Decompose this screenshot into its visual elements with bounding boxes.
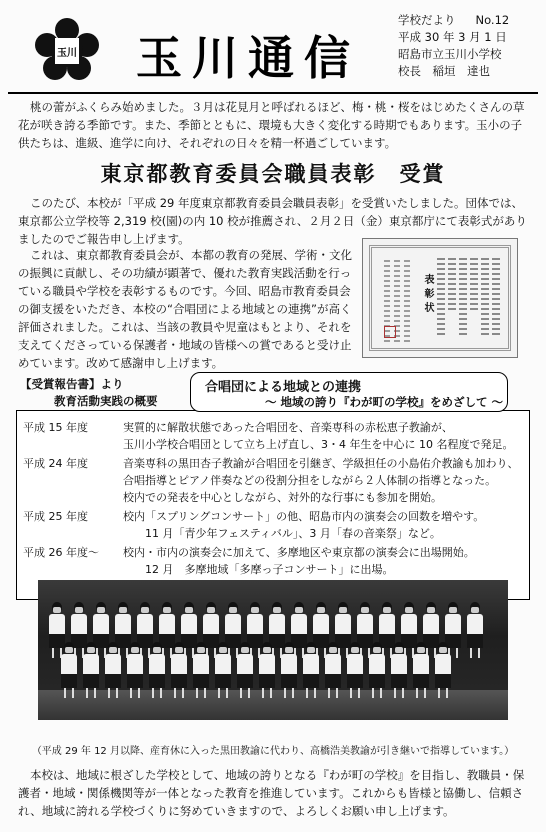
choir-member-figure	[126, 642, 144, 698]
issue-number: No.12	[475, 13, 510, 27]
timeline-row: 校内での発表を中心としながら、対外的な行事にも参加を開始。	[123, 491, 442, 504]
timeline-row: 平成 26 年度～ 校内・市内の演奏会に加えて、多摩地区や東京都の演奏会に出場開始。	[23, 546, 475, 559]
timeline-row: 玉川小学校合唱団として立ち上げ直し、3・4 年生を中心に 10 名程度で発足。	[123, 438, 514, 451]
award-headline: 東京都教育委員会職員表彰 受賞	[100, 161, 446, 186]
award-paragraph: このたび、本校が「平成 29 年度東京都教育委員会職員表彰」を受賞いたしました。団体では、東京都公立学校等 2,319 校(園)の内 10 校が推薦され、２月２日（金）東京都庁にて表彰式がありましたのでご報告申し上げます。	[18, 196, 527, 246]
choir-member-figure	[390, 642, 408, 698]
report-label-line1: 【受賞報告書】より	[20, 377, 124, 391]
choir-member-figure	[324, 642, 342, 698]
certificate-seal-icon	[384, 326, 396, 338]
school-emblem-icon	[34, 18, 100, 84]
timeline-row: 平成 24 年度 音楽専科の黒田杏子教諭が合唱団を引継ぎ、学級担任の小島佑介教諭も加わり、	[23, 457, 519, 470]
choir-member-figure	[412, 642, 430, 698]
choir-member-figure	[466, 602, 484, 658]
award-certificate-photo	[362, 238, 518, 358]
choir-member-figure	[82, 642, 100, 698]
emblem-text: 玉川	[57, 48, 77, 59]
principal-name: 校長 稲垣 達也	[398, 64, 490, 78]
banner-subtitle: ～ 地域の誇り『わが町の学校』をめざして ～	[265, 395, 504, 409]
timeline-row: 11 月「青少年フェスティバル」、3 月「春の音楽祭」など。	[123, 527, 441, 540]
header-divider	[8, 92, 538, 94]
banner-title: 合唱団による地域との連携	[205, 380, 362, 395]
award-description-paragraph: これは、東京都教育委員会が、本都の教育の発展、学術・文化の振興に貢献し、その功績が顕著で、優れた教育実践活動を行っている職員や学校を表彰するものです。今回、昭島市教育委員会の御支援をいただき、本校の“合唱団による地域との連携”が高く評価されました。これは、当該の教員や児童はもとより、それを支えてくださっている保護者・地域の皆様への賞であると受け止めています。改めて感謝申し上げます。	[18, 248, 352, 370]
newsletter-label: 学校だより	[398, 13, 456, 27]
choir-member-figure	[280, 642, 298, 698]
intro-paragraph: 桃の蕾がふくらみ始めました。３月は花見月と呼ばれるほど、梅・桃・桜をはじめたくさんの草花が咲き誇る季節です。また、季節とともに、環境も大きく変化する時期でもあります。玉小の子供たちは、進級、進学に向け、それぞれの日々を精一杯過ごしています。	[18, 100, 525, 150]
choir-member-figure	[192, 642, 210, 698]
school-name: 昭島市立玉川小学校	[398, 47, 502, 61]
timeline-row: 12 月 多摩地域「多摩っ子コンサート」に出場。	[123, 563, 394, 576]
issue-date: 平成 30 年 3 月 1 日	[398, 30, 507, 44]
timeline-row: 平成 15 年度 実質的に解散状態であった合唱団を、音楽専科の赤松恵子教諭が、	[23, 421, 453, 434]
choir-member-figure	[236, 642, 254, 698]
choir-member-figure	[434, 642, 452, 698]
choir-banner	[190, 372, 508, 412]
choir-member-figure	[214, 642, 232, 698]
issue-info	[398, 12, 538, 80]
choir-member-figure	[104, 642, 122, 698]
choir-member-figure	[148, 642, 166, 698]
choir-photo	[38, 580, 508, 720]
report-label-line2: 教育活動実践の概要	[54, 394, 158, 408]
choir-member-figure	[302, 642, 320, 698]
newsletter-title: 玉川通信	[136, 31, 360, 85]
report-label	[20, 376, 188, 410]
activity-timeline	[16, 410, 530, 600]
choir-member-figure	[346, 642, 364, 698]
timeline-row: 合唱指導とピアノ伴奏などの役割分担をしながら２人体制の指導となった。	[123, 474, 497, 487]
masthead	[12, 8, 534, 94]
certificate-title: 表彰状	[422, 274, 433, 316]
choir-member-figure	[258, 642, 276, 698]
closing-paragraph: 本校は、地域に根ざした学校として、地域の誇りとなる『わが町の学校』を目指し、教職員・保護者・地域・関係機関等が一体となった教育を推進しています。これからも皆様と協働し、信頼され、地域に誇れる学校づくりに努めていきますので、よろしくお願い申し上げます。	[18, 768, 525, 818]
photo-caption: （平成 29 年 12 月以降、産育休に入った黒田教諭に代わり、高橋浩美教諭が引き継いで指導しています。）	[31, 746, 515, 757]
choir-member-figure	[368, 642, 386, 698]
choir-member-figure	[170, 642, 188, 698]
timeline-row: 平成 25 年度 校内「スプリングコンサート」の他、昭島市内の演奏会の回数を増やす。	[23, 510, 485, 523]
choir-member-figure	[60, 642, 78, 698]
